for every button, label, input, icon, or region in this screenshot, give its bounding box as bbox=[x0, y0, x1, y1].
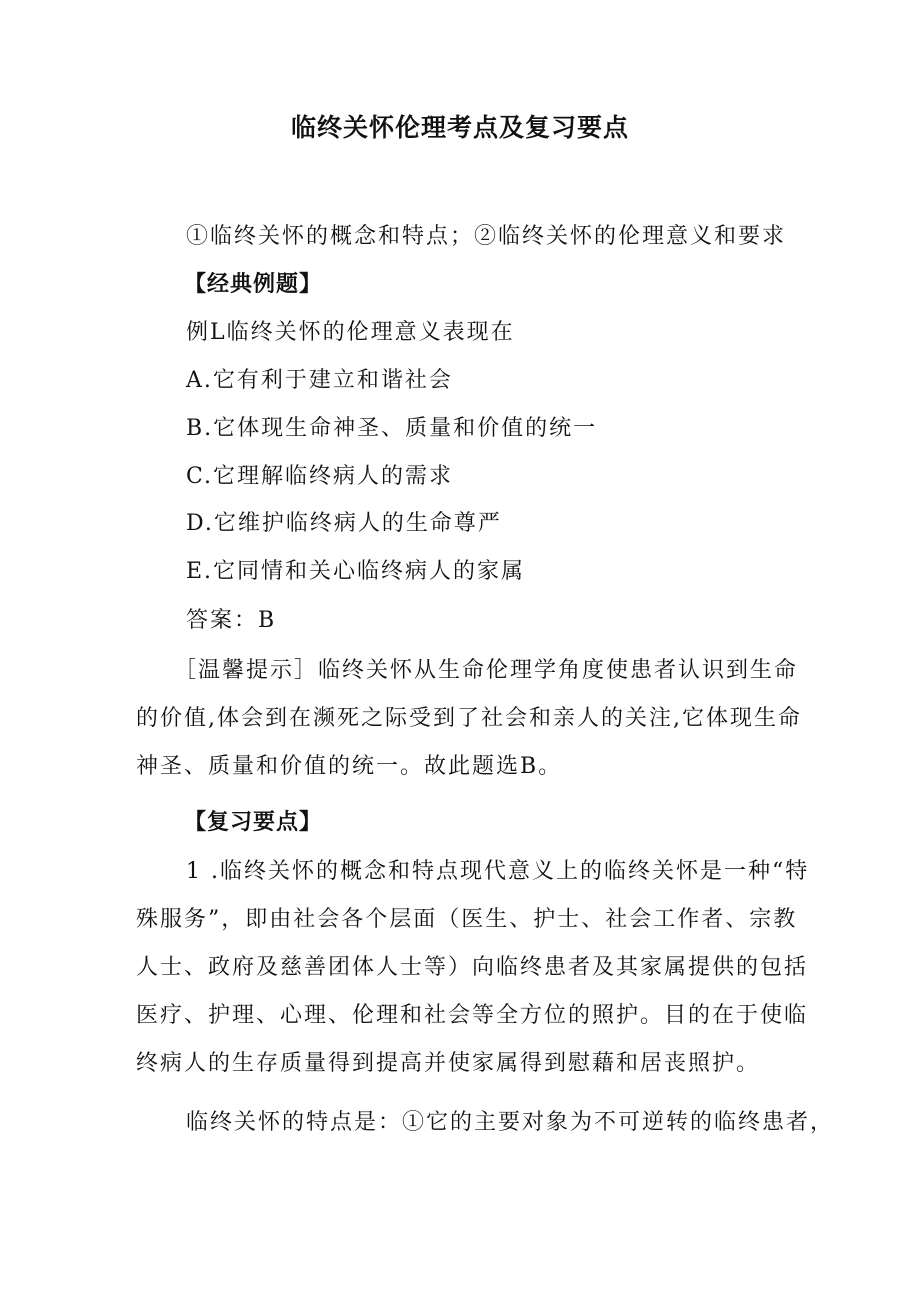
tip-line-1: ［温馨提示］临终关怀从生命伦理学角度使患者认识到生命 bbox=[174, 658, 799, 683]
option-a: A.它有利于建立和谐社会 bbox=[186, 368, 453, 393]
option-b: B.它体现生命神圣、质量和价值的统一 bbox=[186, 416, 598, 441]
point1-line-2: 殊服务”，即由社会各个层面（医生、护士、社会工作者、宗教 bbox=[136, 907, 798, 932]
option-e: E.它同情和关心临终病人的家属 bbox=[186, 559, 526, 584]
option-d: D.它维护临终病人的生命尊严 bbox=[186, 511, 502, 536]
answer-text: 答案：B bbox=[186, 608, 277, 633]
review-heading: 【复习要点】 bbox=[184, 810, 323, 835]
tip-line-3: 神圣、质量和价值的统一。故此题选B。 bbox=[136, 754, 563, 779]
page-title: 临终关怀伦理考点及复习要点 bbox=[290, 113, 629, 142]
option-c: C.它理解临终病人的需求 bbox=[186, 464, 454, 489]
point1-line-3: 人士、政府及慈善团体人士等）向临终患者及其家属提供的包括 bbox=[136, 955, 809, 980]
features-line: 临终关怀的特点是：①它的主要对象为不可逆转的临终患者， bbox=[186, 1110, 835, 1135]
example-heading: 【经典例题】 bbox=[184, 272, 323, 297]
point1-line-1: 1 .临终关怀的概念和特点现代意义上的临终关怀是一种“特 bbox=[186, 859, 810, 884]
tip-line-2: 的价值,体会到在濒死之际受到了社会和亲人的关注,它体现生命 bbox=[136, 706, 802, 731]
topics-line: ①临终关怀的概念和特点；②临终关怀的伦理意义和要求 bbox=[186, 224, 787, 249]
question-text: 例L临终关怀的伦理意义表现在 bbox=[186, 320, 515, 345]
point1-line-4: 医疗、护理、心理、伦理和社会等全方位的照护。目的在于使临 bbox=[136, 1003, 809, 1028]
point1-line-5: 终病人的生存质量得到提高并使家属得到慰藉和居丧照护。 bbox=[136, 1051, 761, 1076]
